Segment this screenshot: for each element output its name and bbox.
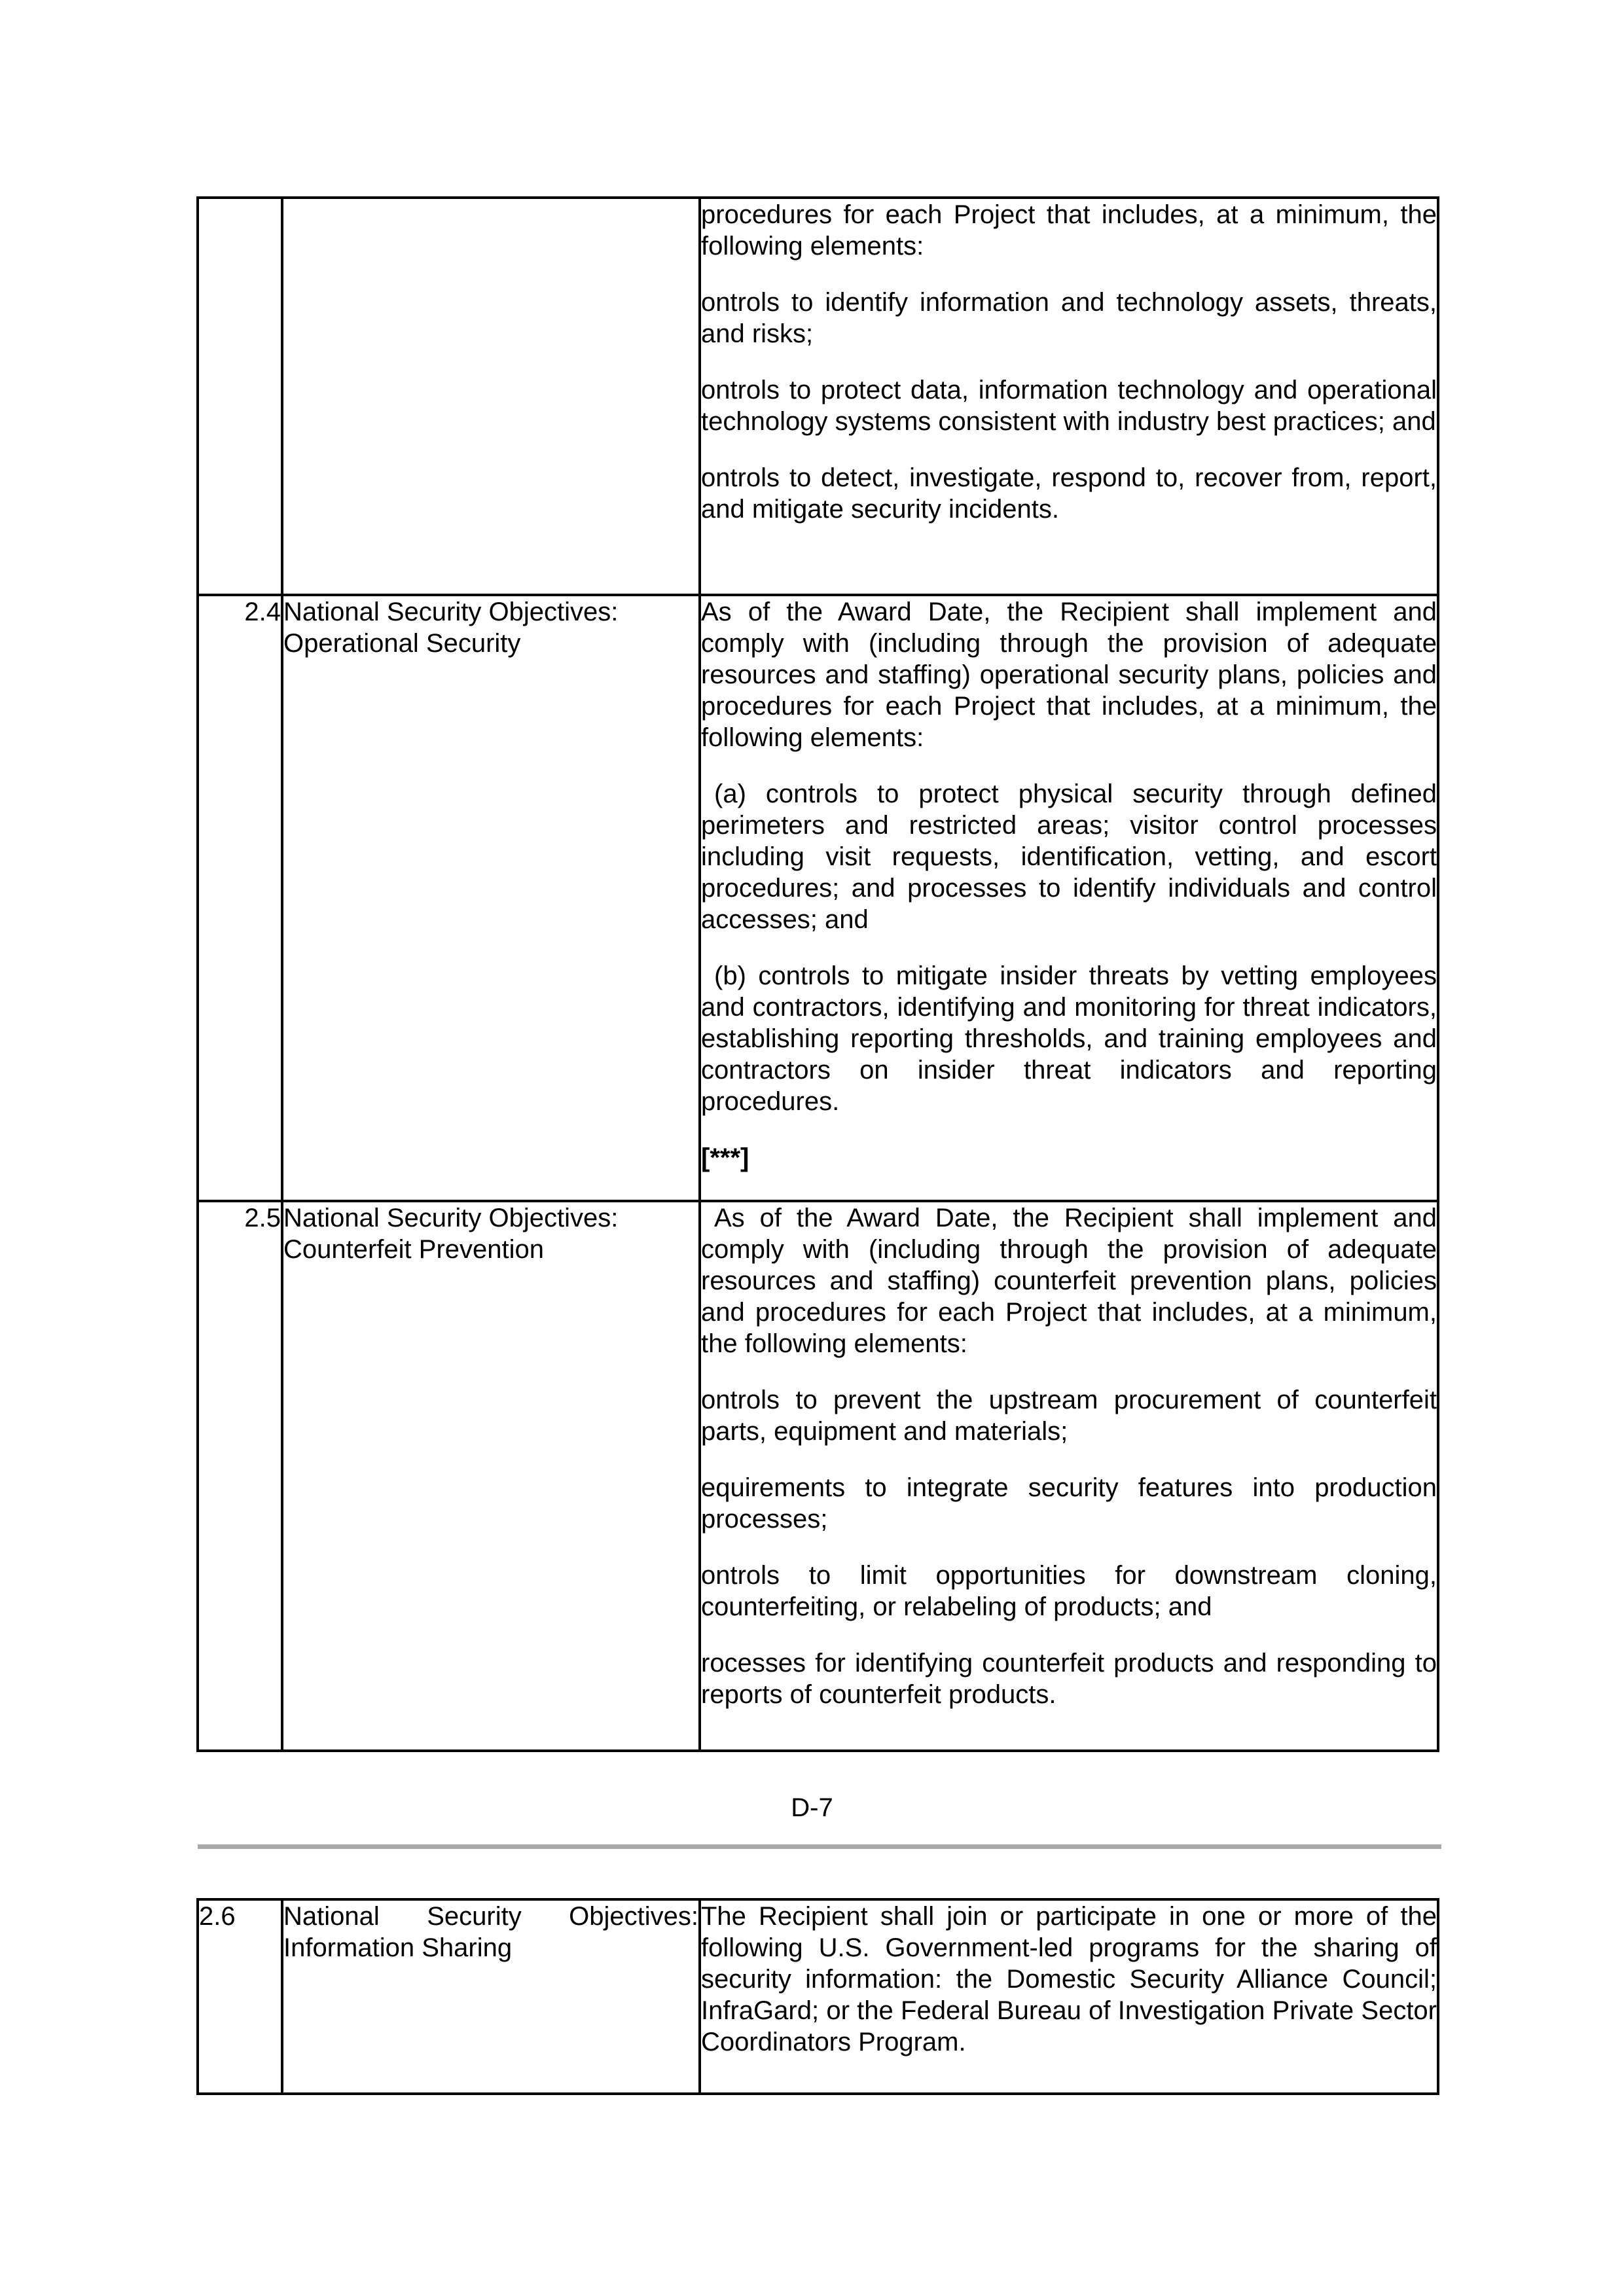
row-title	[282, 595, 700, 1201]
row-title	[282, 1201, 700, 1751]
table-row	[198, 595, 1438, 1201]
body-paragraph: As of the Award Date, the Recipient shall implement and comply with (including through the provision of adequate resources and staffing) counterfeit prevention plans, policies and procedures for each Project that includes, at a minimum, the following elements:	[701, 1204, 1437, 1358]
row-title: National Security Objectives: Information Sharing	[282, 1899, 700, 2094]
body-paragraph: As of the Award Date, the Recipient shall implement and comply with (including through the provision of adequate resources and staffing) operational security plans, policies and procedures for each Project that includes, at a minimum, the following elements:	[701, 598, 1437, 752]
row-title	[282, 198, 700, 595]
row-number: 2.5	[198, 1201, 282, 1751]
table-row	[198, 1899, 1438, 2094]
redaction-marker: [***]	[701, 1143, 749, 1172]
body-paragraph: ontrols to protect data, information technology and operational technology systems consistent with industry best practices; and	[701, 376, 1437, 436]
body-paragraph: (b) controls to mitigate insider threats by vetting employees and contractors, identifying and monitoring for threat indicators, establishing reporting thresholds, and training employees and contractors on insider threat indicators and reporting procedures.	[701, 961, 1437, 1116]
table-row	[198, 198, 1438, 595]
body-paragraph: ontrols to detect, investigate, respond to, recover from, report, and mitigate security incidents.	[701, 463, 1437, 524]
row-body	[700, 1201, 1438, 1751]
body-paragraph: equirements to integrate security features into production processes;	[701, 1473, 1437, 1534]
requirements-table	[196, 1898, 1439, 2095]
row-number: 2.6	[198, 1899, 282, 2094]
row-number	[198, 198, 282, 595]
page-number: D-7	[791, 1793, 833, 1822]
row-body	[700, 595, 1438, 1201]
table-row	[198, 1201, 1438, 1751]
row-number: 2.4	[198, 595, 282, 1201]
body-paragraph: procedures for each Project that includes, at a minimum, the following elements:	[701, 200, 1437, 260]
row-title-line: National Security Objectives:	[283, 1204, 619, 1232]
body-paragraph: ontrols to limit opportunities for downstream cloning, counterfeiting, or relabeling of products; and	[701, 1561, 1437, 1621]
page-break-divider	[198, 1844, 1441, 1849]
body-paragraph: The Recipient shall join or participate in one or more of the following U.S. Government-led programs for the sharing of security information: the Domestic Security Alliance Council; InfraGard; or the Federal Bureau of Investigation Private Sector Coordinators Program.	[701, 1902, 1437, 2056]
row-body	[700, 1899, 1438, 2094]
row-title-line: Counterfeit Prevention	[283, 1235, 545, 1264]
body-paragraph: ontrols to prevent the upstream procurement of counterfeit parts, equipment and materials;	[701, 1386, 1437, 1446]
row-title-line: National Security Objectives:	[283, 598, 619, 626]
body-paragraph: ontrols to identify information and technology assets, threats, and risks;	[701, 288, 1437, 348]
requirements-table	[196, 196, 1439, 1752]
row-title-line: Operational Security	[283, 629, 521, 658]
row-body	[700, 198, 1438, 595]
body-paragraph: rocesses for identifying counterfeit products and responding to reports of counterfeit products.	[701, 1649, 1437, 1709]
body-paragraph: (a) controls to protect physical security through defined perimeters and restricted areas; visitor control processes including visit requests, identification, vetting, and escort procedures; and processes to identify individuals and control accesses; and	[701, 780, 1437, 934]
